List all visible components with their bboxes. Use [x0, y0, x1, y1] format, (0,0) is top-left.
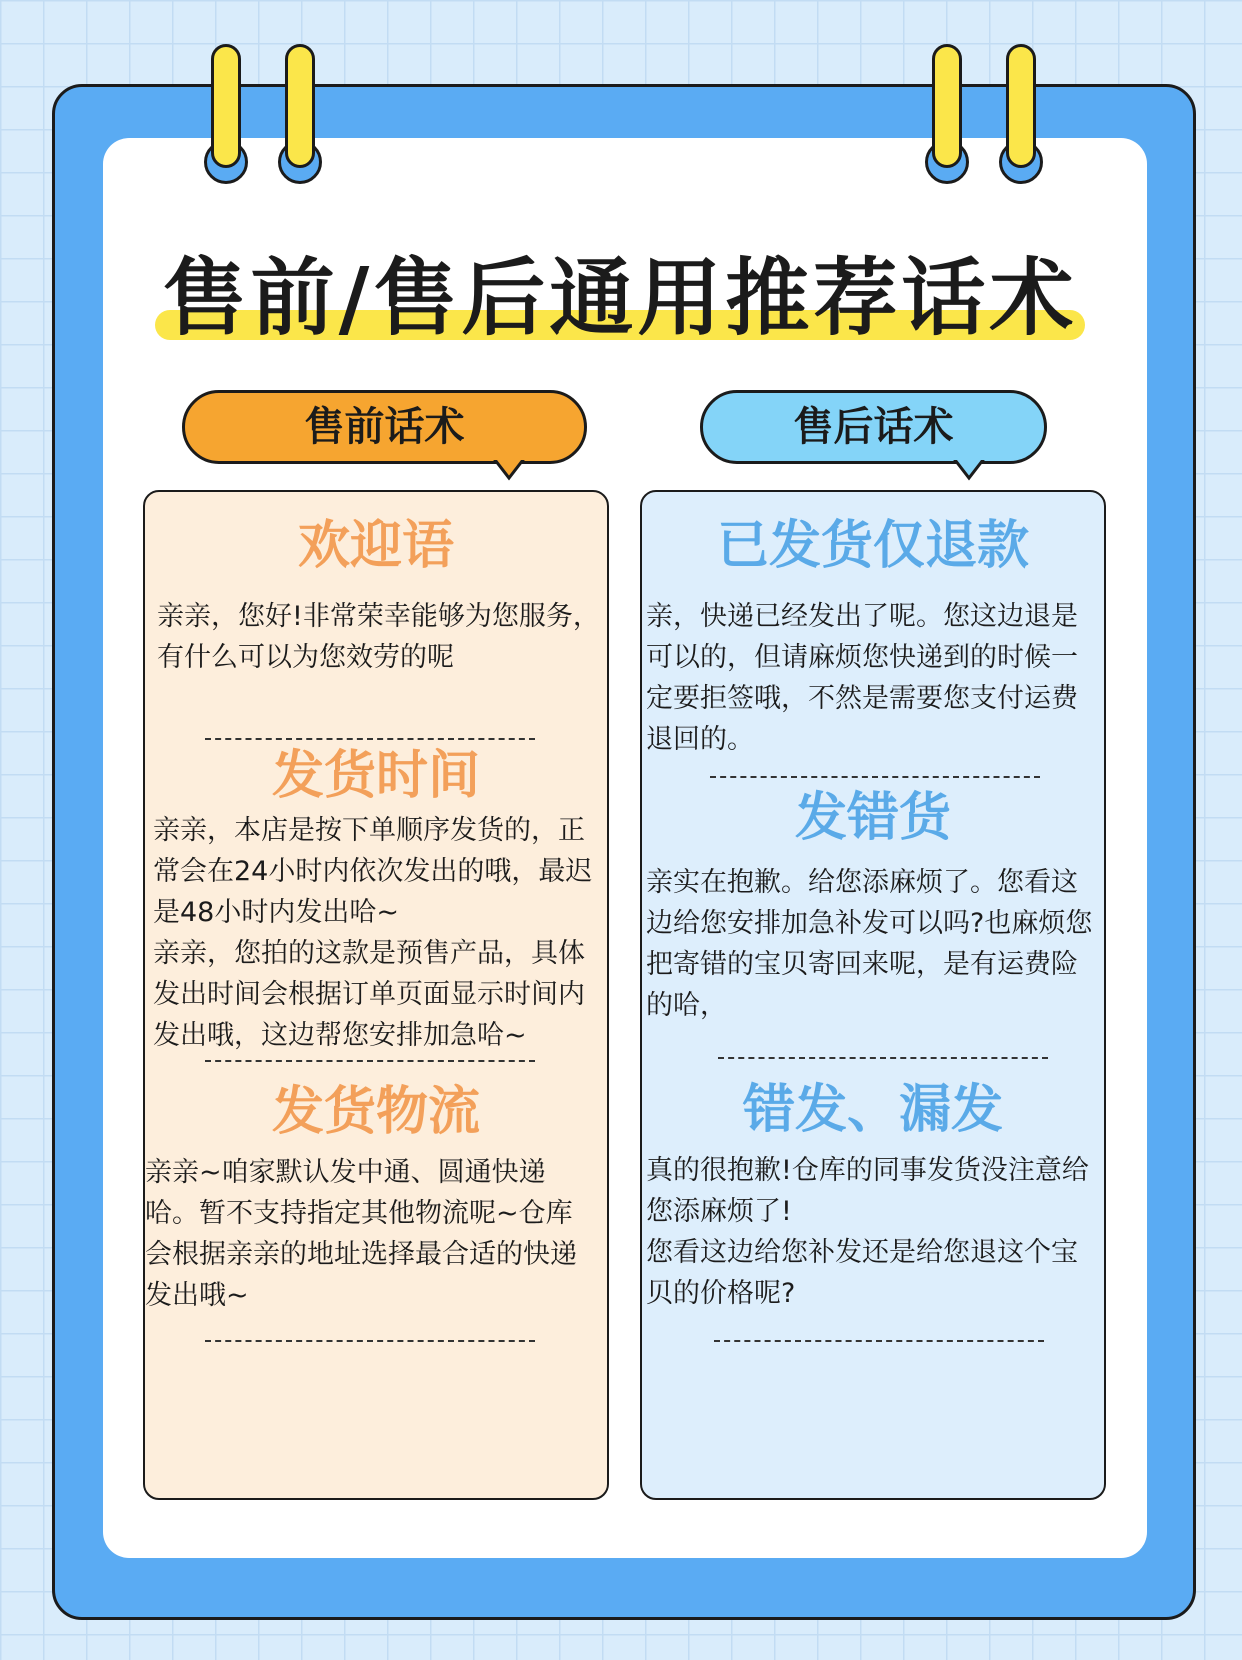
presale-card [143, 490, 609, 1500]
divider [718, 1057, 1048, 1059]
aftersale-section-refund-only [642, 514, 1104, 760]
divider [205, 738, 535, 740]
presale-section-ship-time [145, 744, 607, 1056]
presale-section-welcome [145, 514, 607, 678]
divider [710, 776, 1040, 778]
binder-ring-icon [204, 44, 248, 184]
aftersale-label-pill: 售后话术 [700, 390, 1047, 464]
section-body: 亲，快递已经发出了呢。您这边退是可以的，但请麻烦您快递到的时候一定要拒签哦，不然是需要您支付运费退回的。 [646, 601, 1078, 755]
section-body: 亲实在抱歉。给您添麻烦了。您看这边给您安排加急补发可以吗?也麻烦您把寄错的宝贝寄回来呢，是有运费险的哈， [646, 867, 1093, 1021]
aftersale-card [640, 490, 1106, 1500]
aftersale-section-missing-item [642, 1078, 1104, 1314]
divider [205, 1340, 535, 1342]
section-title: 发错货 [794, 788, 951, 848]
presale-label-pill: 售前话术 [182, 390, 587, 464]
presale-pill-tail [490, 456, 528, 482]
binder-ring-icon [925, 44, 969, 184]
binder-ring-icon [999, 44, 1043, 184]
section-title: 欢迎语 [297, 516, 454, 576]
section-body: 亲亲~咱家默认发中通、圆通快递哈。暂不支持指定其他物流呢~仓库会根据亲亲的地址选择最合适的快递发出哦~ [145, 1157, 577, 1311]
divider [205, 1060, 535, 1062]
section-title: 发货时间 [271, 746, 480, 806]
section-body: 亲亲，本店是按下单顺序发货的，正常会在24小时内依次发出的哦，最迟是48小时内发出哈~ 亲亲，您拍的这款是预售产品，具体发出时间会根据订单页面显示时间内发出哦，这边帮您安排加急哈~ [153, 815, 593, 1051]
divider [714, 1340, 1044, 1342]
page-title-block [150, 248, 1090, 348]
binder-ring-icon [278, 44, 322, 184]
section-body: 真的很抱歉!仓库的同事发货没注意给您添麻烦了! 您看这边给您补发还是给您退这个宝贝的价格呢? [646, 1155, 1089, 1309]
section-title: 错发、漏发 [742, 1080, 1003, 1140]
aftersale-section-wrong-item [642, 786, 1104, 1026]
section-title: 发货物流 [271, 1082, 480, 1142]
section-body: 亲亲，您好!非常荣幸能够为您服务， 有什么可以为您效劳的呢 [157, 601, 600, 673]
presale-section-logistics [145, 1080, 607, 1316]
aftersale-pill-tail [950, 456, 988, 482]
section-title: 已发货仅退款 [716, 516, 1029, 576]
page-title: 售前/售后通用推荐话术 [162, 249, 1078, 347]
